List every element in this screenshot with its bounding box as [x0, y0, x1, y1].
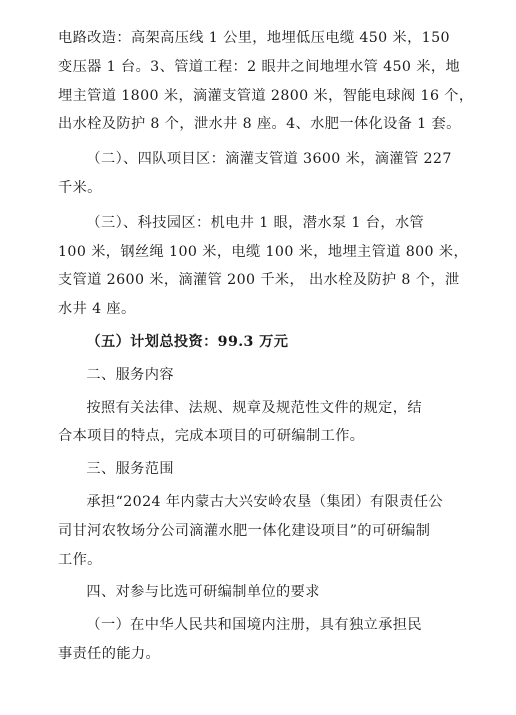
paragraph-requirement-one — [58, 611, 478, 669]
text-line: （三）、科技园区：机电井 1 眼，潜水泵 1 台，水管 — [86, 214, 425, 231]
heading-service-scope: 三、服务范围 — [86, 461, 174, 478]
paragraph-project-details — [58, 24, 478, 139]
paragraph-team-four — [58, 145, 478, 203]
text-line: 埋主管道 1800 米，滴灌支管道 2800 米，智能电球阀 16 个， — [58, 87, 474, 104]
paragraph-total-investment: （五）计划总投资：99.3 万元 — [86, 333, 289, 350]
text-line: 司甘河农牧场分公司滴灌水肥一体化建设项目”的可研编制 — [58, 522, 431, 539]
text-line: 出水栓及防护 8 个，泄水井 8 座。4、水肥一体化设备 1 套。 — [58, 116, 461, 133]
text-line: 支管道 2600 米，滴灌管 200 千米， 出水栓及防护 8 个，泄 — [58, 272, 460, 289]
text-line: 变压器 1 台。3、管道工程：2 眼井之间地埋水管 450 米，地 — [58, 58, 461, 75]
text-line: 水井 4 座。 — [58, 301, 136, 318]
heading-service-content: 二、服务内容 — [86, 366, 174, 383]
text-line: 合本项目的特点，完成本项目的可研编制工作。 — [58, 428, 365, 445]
text-line: 电路改造：高架高压线 1 公里，地埋低压电缆 450 米，150 — [58, 30, 450, 46]
text-line: （二）、四队项目区：滴灌支管道 3600 米，滴灌管 227 — [86, 151, 452, 168]
text-line: （一）在中华人民共和国境内注册，具有独立承担民 — [86, 617, 422, 634]
heading-requirements: 四、对参与比选可研编制单位的要求 — [86, 584, 320, 601]
text-line: 100 米，钢丝绳 100 米，电缆 100 米，地埋主管道 800 米， — [58, 243, 469, 260]
text-line: 承担“2024 年内蒙古大兴安岭农垦（集团）有限责任公 — [86, 493, 443, 510]
text-line: 千米。 — [58, 179, 102, 196]
paragraph-service-scope — [58, 488, 478, 574]
paragraph-tech-park — [58, 209, 478, 324]
paragraph-service-content — [58, 394, 478, 452]
text-line: 事责任的能力。 — [58, 645, 161, 662]
text-line: 工作。 — [58, 551, 102, 568]
text-line: 按照有关法律、法规、规章及规范性文件的规定，结 — [86, 399, 422, 416]
